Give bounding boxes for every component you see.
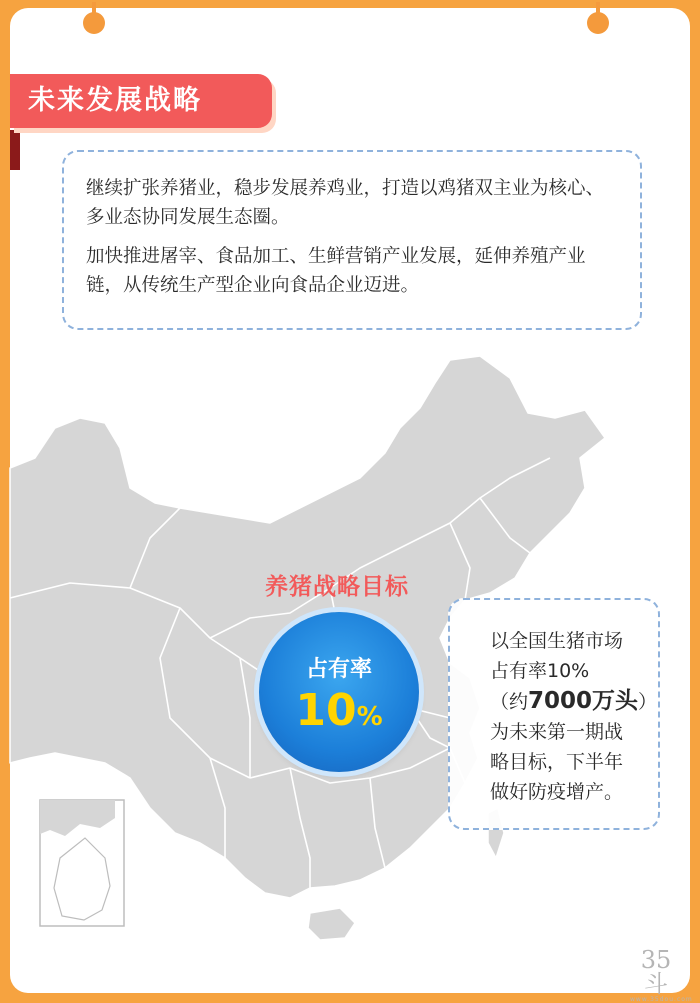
page-title: 未来发展战略 [10,74,272,128]
market-share-badge [259,612,419,772]
infographic-card [10,8,693,1003]
badge-number: 10 [295,685,357,736]
info-line-1: 以全国生猪市场 [490,630,624,652]
info-line-2: 占有率10% [490,660,590,682]
strategy-box [62,150,642,330]
info-line-3-open: （约 [490,691,529,713]
info-line-6: 做好防疫增产。 [490,781,624,803]
info-line-4: 为未来第一期战 [490,721,624,743]
watermark-subtitle: www.35dou.com [630,996,693,1003]
strategy-paragraph-1: 继续扩张养猪业，稳步发展养鸡业，打造以鸡猪双主业为核心、多业态协同发展生态圈。 [86,178,605,228]
watermark-logo [630,946,693,1003]
info-line-5: 略目标，下半年 [490,751,624,773]
goal-info-box [448,598,660,830]
goal-title: 养猪战略目标 [265,574,409,600]
pin-right-icon [596,2,600,20]
pin-left-icon [92,2,96,20]
badge-label: 占有率 [305,657,372,682]
badge-value [259,687,419,741]
badge-unit: % [356,702,383,732]
info-line-3-close: ） [638,691,658,713]
strategy-paragraph-2: 加快推进屠宰、食品加工、生鲜营销产业发展，延伸养殖产业链，从传统生产型企业向食品企业迈进。 [86,246,586,296]
info-line-3 [490,686,658,717]
info-line-3-big: 7000万头 [528,688,639,714]
watermark-number: 35斗 [640,946,672,998]
banner-tab-decoration [10,130,20,170]
